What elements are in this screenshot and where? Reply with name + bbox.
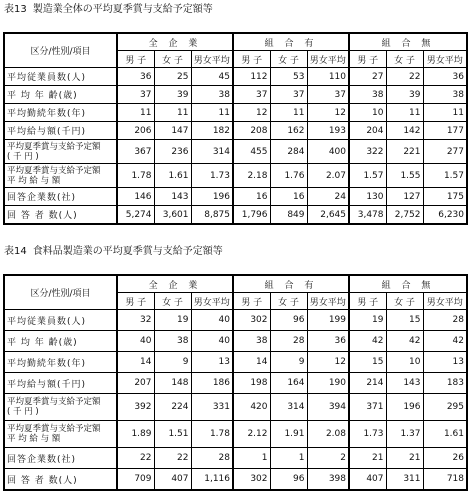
value-cell: 9 — [154, 352, 191, 373]
value-cell: 1.61 — [154, 164, 191, 188]
table14 — [3, 274, 468, 491]
value-cell: 367 — [117, 140, 154, 164]
value-cell: 15 — [386, 310, 423, 331]
value-cell: 206 — [117, 122, 154, 140]
value-cell: 314 — [191, 140, 233, 164]
subheader-cell: 男女平均 — [191, 293, 233, 310]
value-cell: 11 — [386, 104, 423, 122]
value-cell: 25 — [154, 68, 191, 86]
value-cell: 28 — [423, 310, 467, 331]
value-cell: 53 — [270, 68, 307, 86]
value-cell: 196 — [191, 188, 233, 206]
table13-number: 表13 — [4, 4, 27, 15]
value-cell: 5,274 — [117, 206, 154, 225]
row-label: 回答企業数(社) — [4, 188, 117, 206]
table-row — [4, 448, 467, 469]
table14-number: 表14 — [4, 246, 27, 257]
value-cell: 164 — [270, 373, 307, 394]
table14-title-text: 食料品製造業の平均夏季賞与支給予定額等 — [32, 246, 223, 257]
row-label: 平均夏季賞与支給予定額 平 均 給 与 額 — [4, 421, 117, 448]
value-cell: 16 — [270, 188, 307, 206]
value-cell: 177 — [423, 122, 467, 140]
table-row — [4, 164, 467, 188]
value-cell: 1 — [270, 448, 307, 469]
value-cell: 21 — [349, 448, 386, 469]
value-cell: 42 — [423, 331, 467, 352]
value-cell: 142 — [386, 122, 423, 140]
table-row — [4, 104, 467, 122]
value-cell: 21 — [386, 448, 423, 469]
value-cell: 40 — [191, 310, 233, 331]
value-cell: 11 — [191, 104, 233, 122]
value-cell: 38 — [233, 331, 270, 352]
value-cell: 11 — [423, 104, 467, 122]
value-cell: 127 — [386, 188, 423, 206]
value-cell: 208 — [233, 122, 270, 140]
group-header-union: 組 合 有 — [233, 275, 349, 293]
value-cell: 8,875 — [191, 206, 233, 225]
subheader-cell: 男 子 — [117, 293, 154, 310]
value-cell: 39 — [386, 86, 423, 104]
value-cell: 207 — [117, 373, 154, 394]
value-cell: 40 — [117, 331, 154, 352]
row-label: 平均給与額(千円) — [4, 122, 117, 140]
value-cell: 36 — [307, 331, 349, 352]
value-cell: 1.61 — [423, 421, 467, 448]
value-cell: 13 — [423, 352, 467, 373]
subheader-cell: 男 子 — [117, 51, 154, 68]
value-cell: 1.78 — [191, 421, 233, 448]
value-cell: 37 — [233, 86, 270, 104]
value-cell: 302 — [233, 310, 270, 331]
value-cell: 2.18 — [233, 164, 270, 188]
value-cell: 130 — [349, 188, 386, 206]
value-cell: 28 — [191, 448, 233, 469]
row-label: 平均夏季賞与支給予定額 ( 千 円 ) — [4, 394, 117, 421]
table-row — [4, 394, 467, 421]
value-cell: 221 — [386, 140, 423, 164]
value-cell: 15 — [349, 352, 386, 373]
value-cell: 199 — [307, 310, 349, 331]
subheader-cell: 女 子 — [154, 293, 191, 310]
value-cell: 9 — [270, 352, 307, 373]
corner-label: 区分/性別/項目 — [4, 275, 117, 310]
subheader-cell: 女 子 — [386, 293, 423, 310]
value-cell: 40 — [191, 331, 233, 352]
value-cell: 709 — [117, 469, 154, 491]
value-cell: 1.73 — [349, 421, 386, 448]
value-cell: 2.08 — [307, 421, 349, 448]
row-label: 平均夏季賞与支給予定額 平 均 給 与 額 — [4, 164, 117, 188]
value-cell: 2.12 — [233, 421, 270, 448]
value-cell: 394 — [307, 394, 349, 421]
table13-title — [3, 4, 466, 16]
value-cell: 26 — [423, 448, 467, 469]
subheader-cell: 男 子 — [349, 51, 386, 68]
value-cell: 24 — [307, 188, 349, 206]
value-cell: 302 — [233, 469, 270, 491]
group-header-nonunion: 組 合 無 — [349, 275, 467, 293]
value-cell: 22 — [386, 68, 423, 86]
value-cell: 1.57 — [349, 164, 386, 188]
table-row — [4, 140, 467, 164]
value-cell: 1.91 — [270, 421, 307, 448]
value-cell: 198 — [233, 373, 270, 394]
value-cell: 398 — [307, 469, 349, 491]
row-label: 平 均 年 齢(歳) — [4, 86, 117, 104]
table-row — [4, 86, 467, 104]
value-cell: 277 — [423, 140, 467, 164]
value-cell: 37 — [307, 86, 349, 104]
row-label: 回 答 者 数(人) — [4, 469, 117, 491]
value-cell: 1.55 — [386, 164, 423, 188]
value-cell: 10 — [386, 352, 423, 373]
row-label: 回 答 者 数(人) — [4, 206, 117, 225]
value-cell: 193 — [307, 122, 349, 140]
value-cell: 204 — [349, 122, 386, 140]
row-label: 平均従業員数(人) — [4, 310, 117, 331]
value-cell: 322 — [349, 140, 386, 164]
table13 — [3, 32, 468, 225]
value-cell: 16 — [233, 188, 270, 206]
value-cell: 407 — [154, 469, 191, 491]
subheader-cell: 男 子 — [233, 293, 270, 310]
value-cell: 45 — [191, 68, 233, 86]
value-cell: 14 — [233, 352, 270, 373]
corner-label: 区分/性別/項目 — [4, 33, 117, 68]
value-cell: 22 — [154, 448, 191, 469]
table-row — [4, 122, 467, 140]
value-cell: 14 — [117, 352, 154, 373]
subheader-cell: 女 子 — [386, 51, 423, 68]
value-cell: 22 — [117, 448, 154, 469]
value-cell: 420 — [233, 394, 270, 421]
value-cell: 2.07 — [307, 164, 349, 188]
subheader-cell: 男 子 — [349, 293, 386, 310]
value-cell: 38 — [349, 86, 386, 104]
value-cell: 1.89 — [117, 421, 154, 448]
value-cell: 186 — [191, 373, 233, 394]
value-cell: 314 — [270, 394, 307, 421]
table-row — [4, 352, 467, 373]
row-label: 平均勤続年数(年) — [4, 104, 117, 122]
value-cell: 110 — [307, 68, 349, 86]
value-cell: 38 — [191, 86, 233, 104]
value-cell: 175 — [423, 188, 467, 206]
value-cell: 27 — [349, 68, 386, 86]
value-cell: 182 — [191, 122, 233, 140]
value-cell: 2,752 — [386, 206, 423, 225]
value-cell: 37 — [270, 86, 307, 104]
value-cell: 2,645 — [307, 206, 349, 225]
subheader-cell: 男 子 — [233, 51, 270, 68]
subheader-cell: 女 子 — [154, 51, 191, 68]
value-cell: 6,230 — [423, 206, 467, 225]
value-cell: 2 — [307, 448, 349, 469]
value-cell: 36 — [423, 68, 467, 86]
row-label: 平均夏季賞与支給予定額 ( 千 円 ) — [4, 140, 117, 164]
value-cell: 19 — [349, 310, 386, 331]
value-cell: 849 — [270, 206, 307, 225]
value-cell: 1,796 — [233, 206, 270, 225]
row-label: 平均従業員数(人) — [4, 68, 117, 86]
value-cell: 112 — [233, 68, 270, 86]
value-cell: 331 — [191, 394, 233, 421]
value-cell: 1.37 — [386, 421, 423, 448]
table13-section — [3, 4, 466, 225]
value-cell: 147 — [154, 122, 191, 140]
value-cell: 224 — [154, 394, 191, 421]
value-cell: 19 — [154, 310, 191, 331]
value-cell: 38 — [154, 331, 191, 352]
value-cell: 196 — [386, 394, 423, 421]
row-label: 平均給与額(千円) — [4, 373, 117, 394]
value-cell: 96 — [270, 310, 307, 331]
subheader-cell: 男女平均 — [307, 51, 349, 68]
group-header-all: 全 企 業 — [117, 33, 233, 51]
value-cell: 3,601 — [154, 206, 191, 225]
value-cell: 183 — [423, 373, 467, 394]
value-cell: 400 — [307, 140, 349, 164]
value-cell: 392 — [117, 394, 154, 421]
value-cell: 148 — [154, 373, 191, 394]
value-cell: 10 — [349, 104, 386, 122]
value-cell: 311 — [386, 469, 423, 491]
value-cell: 1.76 — [270, 164, 307, 188]
value-cell: 96 — [270, 469, 307, 491]
table-row — [4, 469, 467, 491]
value-cell: 162 — [270, 122, 307, 140]
table-row — [4, 188, 467, 206]
value-cell: 295 — [423, 394, 467, 421]
value-cell: 39 — [154, 86, 191, 104]
value-cell: 11 — [270, 104, 307, 122]
value-cell: 36 — [117, 68, 154, 86]
value-cell: 12 — [307, 104, 349, 122]
table14-title — [3, 246, 466, 258]
value-cell: 1.51 — [154, 421, 191, 448]
group-header-nonunion: 組 合 無 — [349, 33, 467, 51]
value-cell: 718 — [423, 469, 467, 491]
value-cell: 12 — [233, 104, 270, 122]
table-row — [4, 68, 467, 86]
value-cell: 12 — [307, 352, 349, 373]
value-cell: 11 — [154, 104, 191, 122]
value-cell: 455 — [233, 140, 270, 164]
value-cell: 42 — [386, 331, 423, 352]
value-cell: 11 — [117, 104, 154, 122]
table13-title-text: 製造業全体の平均夏季賞与支給予定額等 — [32, 4, 213, 15]
value-cell: 284 — [270, 140, 307, 164]
value-cell: 13 — [191, 352, 233, 373]
group-header-union: 組 合 有 — [233, 33, 349, 51]
row-label: 平 均 年 齢(歳) — [4, 331, 117, 352]
value-cell: 42 — [349, 331, 386, 352]
value-cell: 3,478 — [349, 206, 386, 225]
value-cell: 32 — [117, 310, 154, 331]
value-cell: 143 — [154, 188, 191, 206]
value-cell: 236 — [154, 140, 191, 164]
row-label: 平均勤続年数(年) — [4, 352, 117, 373]
table-row — [4, 331, 467, 352]
value-cell: 1.57 — [423, 164, 467, 188]
subheader-cell: 男女平均 — [191, 51, 233, 68]
value-cell: 38 — [423, 86, 467, 104]
subheader-cell: 女 子 — [270, 293, 307, 310]
value-cell: 190 — [307, 373, 349, 394]
value-cell: 1 — [233, 448, 270, 469]
value-cell: 146 — [117, 188, 154, 206]
value-cell: 37 — [117, 86, 154, 104]
table14-section — [3, 246, 466, 491]
group-header-all: 全 企 業 — [117, 275, 233, 293]
subheader-cell: 男女平均 — [423, 293, 467, 310]
value-cell: 1,116 — [191, 469, 233, 491]
value-cell: 28 — [270, 331, 307, 352]
value-cell: 1.78 — [117, 164, 154, 188]
table-row — [4, 310, 467, 331]
subheader-cell: 男女平均 — [423, 51, 467, 68]
value-cell: 407 — [349, 469, 386, 491]
table-row — [4, 421, 467, 448]
table-row — [4, 373, 467, 394]
subheader-cell: 女 子 — [270, 51, 307, 68]
subheader-cell: 男女平均 — [307, 293, 349, 310]
value-cell: 371 — [349, 394, 386, 421]
table-row — [4, 206, 467, 225]
row-label: 回答企業数(社) — [4, 448, 117, 469]
value-cell: 214 — [349, 373, 386, 394]
value-cell: 1.73 — [191, 164, 233, 188]
value-cell: 143 — [386, 373, 423, 394]
